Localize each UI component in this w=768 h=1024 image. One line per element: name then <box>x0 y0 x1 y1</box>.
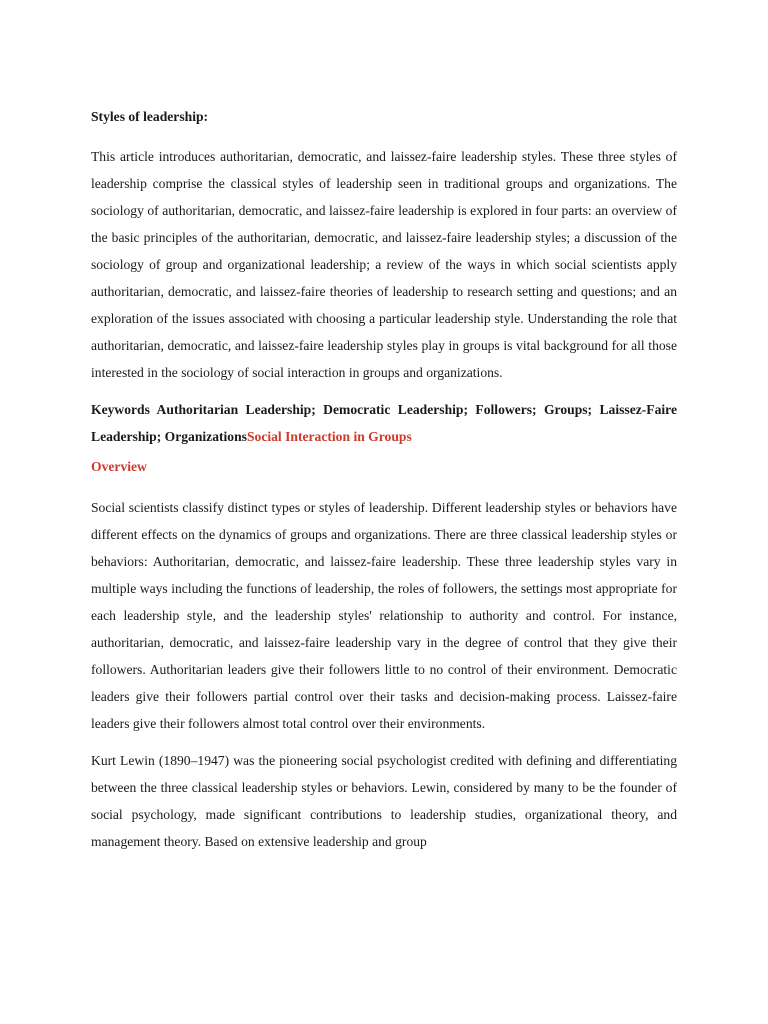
overview-heading: Overview <box>91 459 147 474</box>
document-page <box>91 103 677 865</box>
keywords-line <box>91 396 677 450</box>
overview-paragraph-1: Social scientists classify distinct types or styles of leadership. Different leadership styles or behaviors have different effects on the dynamics of groups and organizations. There are three classical leadership styles or behaviors: Authoritarian, democratic, and laissez-faire leadership. These three leadership styles vary in multiple ways including the functions of leadership, the roles of followers, the settings most appropriate for each leadership style, and the leadership styles' relationship to authority and control. For instance, authoritarian, democratic, and laissez-faire leadership vary in the degree of control that they give their followers. Authoritarian leaders give their followers little to no control of their environment. Democratic leaders give their followers partial control over their tasks and decision-making process. Laissez-faire leaders give their followers almost total control over their environments. <box>91 500 677 731</box>
category-label: Social Interaction in Groups <box>246 429 412 444</box>
document-title: Styles of leadership: <box>91 109 209 124</box>
overview-paragraph-2: Kurt Lewin (1890–1947) was the pioneering social psychologist credited with defining and differentiating between the three classical leadership styles or behaviors. Lewin, considered by many to be the founder of social psychology, made significant contributions to leadership studies, organizational theory, and management theory. Based on extensive leadership and group <box>91 753 677 849</box>
keywords-text: Keywords Authoritarian Leadership; Democratic Leadership; Followers; Groups; Laissez-Faire Leadership; Organizations <box>91 402 677 444</box>
intro-paragraph: This article introduces authoritarian, democratic, and laissez-faire leadership styles. These three styles of leadership comprise the classical styles of leadership seen in traditional groups and organizations. The sociology of authoritarian, democratic, and laissez-faire leadership is explored in four parts: an overview of the basic principles of the authoritarian, democratic, and laissez-faire leadership styles; a discussion of the sociology of group and organizational leadership; a review of the ways in which social scientists apply authoritarian, democratic, and laissez-faire theories of leadership to research setting and questions; and an exploration of the issues associated with choosing a particular leadership style. Understanding the role that authoritarian, democratic, and laissez-faire leadership styles play in groups is vital background for all those interested in the sociology of social interaction in groups and organizations. <box>91 149 677 380</box>
